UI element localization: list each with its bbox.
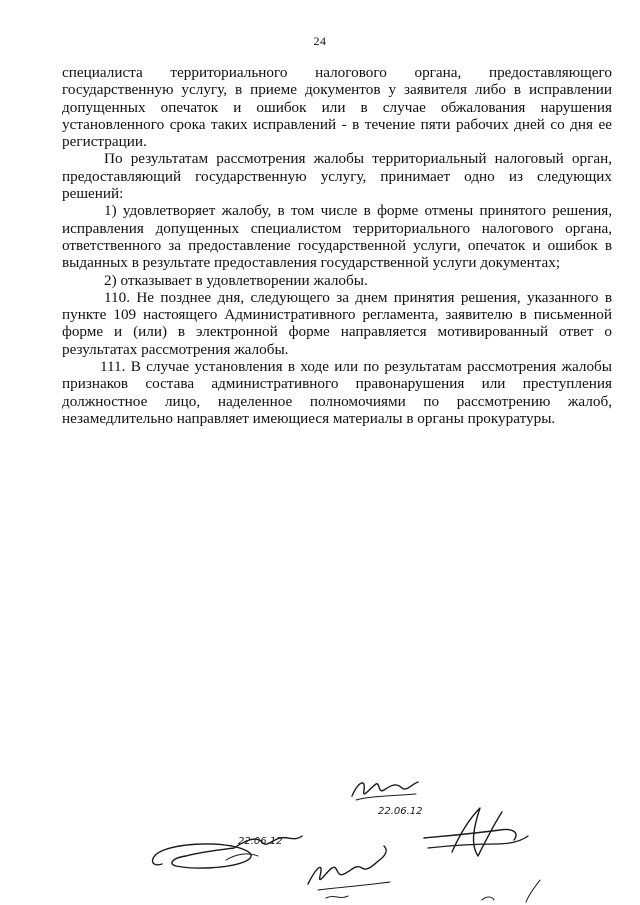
- paragraph-111: 111. В случае установления в ходе или по результатам рассмотрения жалобы признаков состава административного правонарушения или преступления должностное лицо, наделенное полномочиями по рассмотрению жалоб, незамедлительно направляет имеющиеся материалы в органы прокуратуры.: [62, 358, 612, 427]
- signature-right: [424, 808, 528, 856]
- paragraph-110: 110. Не позднее дня, следующего за днем принятия решения, указанного в пункте 109 настоящего Административного регламента, заявителю в письменной форме и (или) в электронной форме направляется мотивированный ответ о результатах рассмотрения жалобы.: [62, 288, 612, 358]
- handwritten-date-2: 22.06.12: [238, 836, 283, 847]
- signature-top: [352, 782, 418, 800]
- handwritten-signatures: [0, 760, 640, 905]
- paragraph-decision-1: 1) удовлетворяет жалобу, в том числе в форме отмены принятого решения, исправления допущенных специалистом территориального налогового органа, ответственного за предоставление государственной услуги, опечаток и ошибок в выданных в результате предоставления государственной услуги документах;: [62, 202, 612, 272]
- page-number: 24: [313, 34, 327, 48]
- paragraph-decision-intro: По результатам рассмотрения жалобы территориальный налоговый орган, предоставляющий государственную услугу, принимает одно из следующих решений:: [62, 150, 612, 203]
- paragraph-decision-2: 2) отказывает в удовлетворении жалобы.: [104, 271, 368, 289]
- signature-middle: [308, 846, 390, 898]
- signature-area: [0, 760, 640, 905]
- paragraph-continuation: специалиста территориального налогового органа, предоставляющего государственную услугу, в приеме документов у заявителя либо в исправлении допущенных опечаток и ошибок или в случае обжалования нарушения установленного срока таких исправлений - в течение пяти рабочих дней со дня ее регистрации.: [62, 64, 612, 151]
- handwritten-date-1: 22.06.12: [378, 806, 423, 817]
- document-body: [62, 64, 612, 427]
